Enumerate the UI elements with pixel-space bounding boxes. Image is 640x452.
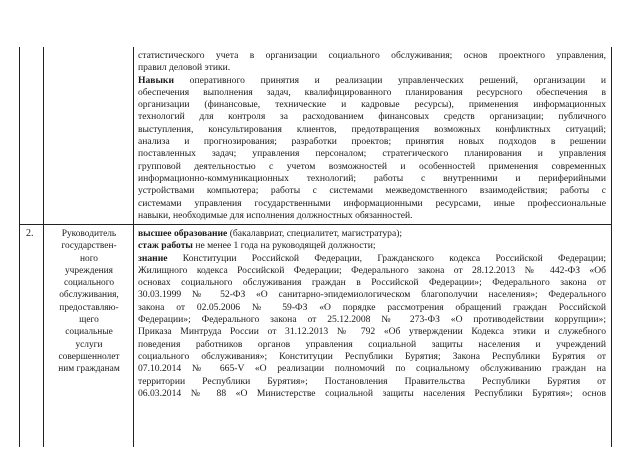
text-line: статистического учета в организации социального обслуживания; основ проектного управления, <box>138 50 606 61</box>
text-line: анализа и прогнозирования; разработки проектов; принятия новых подходов в решении <box>138 136 606 148</box>
title-line: щего <box>79 315 99 326</box>
table-divider-number <box>43 47 44 447</box>
experience-line <box>138 240 606 252</box>
text-line: информационно-коммуникационных технологий; работы с внутренними и периферийными <box>138 172 606 184</box>
title-line: государствен- <box>61 241 117 252</box>
text-line: закона от 02.05.2006 № 59-ФЗ «О порядке рассмотрения обращений граждан Российской <box>138 301 606 313</box>
title-line: обслуживания, <box>59 290 119 301</box>
skills-label: Навыки <box>138 74 174 86</box>
skills-line-rest: оперативного принятия и реализации управленческих решений, организации и <box>174 74 606 86</box>
text-line: устройствами компьютера; работы с системами межведомственного взаимодействия; работы с <box>138 185 606 197</box>
title-line: социального <box>63 278 115 289</box>
row2-requirements-text <box>138 228 606 400</box>
title-line: ного <box>79 253 98 264</box>
title-line: ним гражданам <box>58 364 120 375</box>
text-line: Федерации»; Федерального закона от 25.12.2008 № 273-ФЗ «О противодействии коррупции»; <box>138 314 606 326</box>
education-text: (бакалавриат, специалитет, магистратура); <box>227 228 403 239</box>
education-line <box>138 228 606 240</box>
text-line: поставленных задач; управления персоналом; стратегического планирования и управления <box>138 148 606 160</box>
row-number: 2. <box>26 228 34 239</box>
text-line: групповой деятельностью с учетом возможностей и особенностей применения современных <box>138 160 606 172</box>
text-line: системами управления государственными информационными ресурсами, иные профессиональные <box>138 197 606 209</box>
text-line: социального обслуживания»; Конституции Республики Бурятия; Закона Республики Бурятия от <box>138 350 606 362</box>
experience-label: стаж работы <box>138 240 193 252</box>
title-line: учреждения <box>64 265 113 276</box>
text-line: правил деловой этики. <box>138 62 231 74</box>
knowledge-line <box>138 253 606 265</box>
text-line: территории Республики Бурятия»; Постановления Правительства Республики Бурятия от <box>138 375 606 387</box>
text-line: обеспечения выполнения задач, квалифицированного планирования ресурсного обеспечения в <box>138 86 606 98</box>
table-divider-title <box>133 47 134 447</box>
text-line: основах социального обслуживания граждан в Российской Федерации»; Федерального закона от <box>138 277 606 289</box>
title-line: Руководитель <box>61 229 117 239</box>
text-line: 07.10.2014 № 665-V «О реализации полномочий по социальному обслуживанию граждан на <box>138 363 606 375</box>
text-line <box>138 75 606 87</box>
text-line: Жилищного кодекса Российской Федерации; Федерального закона от 28.12.2013 № 442-ФЗ «Об <box>138 264 606 276</box>
knowledge-text: Конституции Российской Федерации, Гражданского кодекса Российской Федерации; <box>167 252 606 264</box>
text-line: поведения работников органов управления социальной защиты населения и учреждений <box>138 338 606 350</box>
title-line: совершеннолет <box>58 351 120 362</box>
text-line: 06.03.2014 № 88 «О Министерстве социальной защиты населения Республики Бурятия»; основ <box>138 387 606 399</box>
row1-requirements-text <box>138 50 606 222</box>
text-line: организации (финансовые, технические и кадровые ресурсы), применения информационных <box>138 99 606 111</box>
title-line: социальные <box>65 327 113 338</box>
table-border-right <box>611 47 612 447</box>
experience-text: не менее 1 года на руководящей должности; <box>192 240 376 252</box>
text-line: выступления, консультирования клиентов, предотвращения возможных конфликтных ситуаций; <box>138 123 606 135</box>
row-separator <box>19 224 612 225</box>
text-line: технологий для контроля за расходованием финансовых средств организации; публичного <box>138 111 606 123</box>
knowledge-label: знание <box>138 252 168 264</box>
text-line: Приказа Минтруда России от 31.12.2013 № 792 «Об утверждении Кодекса этики и служебного <box>138 326 606 338</box>
text-line: 30.03.1999 № 52-ФЗ «О санитарно-эпидемиологическом благополучии населения»; Федерального <box>138 289 606 301</box>
text-line: навыки, необходимые для исполнения должностных обязанностей. <box>138 209 413 221</box>
education-label: высшее образование <box>138 228 228 239</box>
position-title <box>47 228 131 376</box>
title-line: услуги <box>75 339 103 350</box>
title-line: предоставляю- <box>59 302 119 313</box>
table-border-left <box>19 47 20 447</box>
